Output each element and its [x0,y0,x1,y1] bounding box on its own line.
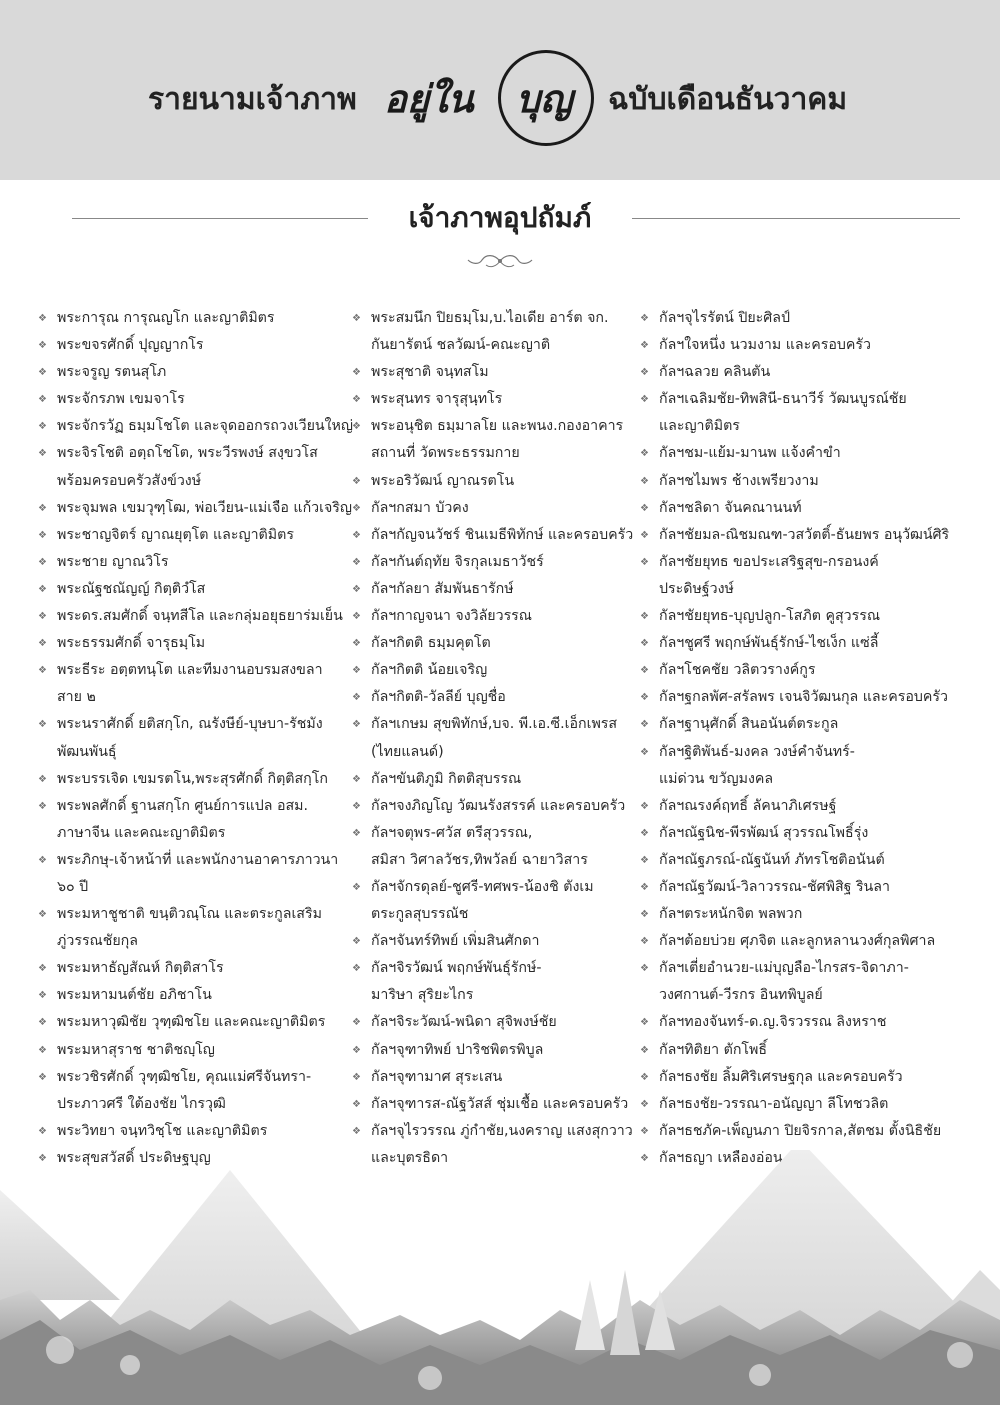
donor-entry [640,549,960,603]
donor-entry-line: ❖ พระชาย ญาณวิโร [57,553,169,570]
donor-entry-line: ❖ กัลฯธญา เหลืองอ่อน [659,1149,783,1166]
donor-entry-line: ❖ กัลฯฉลวย คลินตัน [659,364,771,381]
donor-entry [640,522,960,549]
donor-entry-line: ❖ กัลฯกิตติ น้อยเจริญ [371,662,488,679]
donor-entry-line: ❖ กัลฯจุไรรัตน์ ปิยะศิลป์ [659,310,791,326]
donor-entry [352,711,640,765]
donor-entry-line: ❖ พระจรูญ รตนสุโภ [57,364,167,381]
donor-entry [38,386,353,413]
donor-entry [640,1091,960,1118]
donor-entry-line: ❖ กัลฯณัฐนิช-พีรพัฒน์ สุวรรณโพธิ์รุ่ง [659,824,869,841]
donor-entry [352,495,640,522]
donor-entry [640,468,960,495]
donor-entry [38,549,353,576]
donor-entry-line: ❖ กัลฯจงภิญโญ วัฒนรังสรรค์ และครอบครัว [371,797,626,814]
donor-entry [352,576,640,603]
donor-entry-line: ภู่วรรณชัยกุล [57,933,138,950]
donor-entry [352,305,640,359]
donor-entry-line: ❖ กัลฯณัฐภรณ์-ณัฐนันท์ ภัทรโชติอนันต์ [659,851,885,868]
logo-text-right: บุญ [516,76,573,121]
donor-entry [352,1037,640,1064]
donor-entry-line: แม่ด่วน ขวัญมงคล [659,770,774,787]
donor-entry [38,955,353,982]
donor-entry [640,440,960,467]
donor-entry [352,1064,640,1091]
donor-entry [352,522,640,549]
donor-entry [38,359,353,386]
donor-entry [640,684,960,711]
donor-entry-line: และบุตรธิดา [371,1149,449,1166]
donor-entry [38,847,353,901]
donor-entry [640,1009,960,1036]
donor-entry-line: ตระกูลสุบรรณัช [371,906,469,923]
donor-entry-line: ❖ พระมหามนต์ชัย อภิชาโน [57,987,212,1004]
donor-entry-line: ❖ กัลฯจุฑาทิพย์ ปาริชพิตรพิบูล [371,1041,544,1058]
donor-entry-line: ❖ พระสมนึก ปิยธมฺโม,บ.ไอเดีย อาร์ต จก. [371,310,609,326]
donor-entry [352,1009,640,1036]
magazine-logo [378,44,598,154]
donor-entry-line: ❖ กัลฯใจหนึ่ง นวมงาม และครอบครัว [659,337,871,354]
donor-entry-line: ❖ กัลฯธงชัย ลิ้มศิริเศรษฐกุล และครอบครัว [659,1068,903,1085]
donor-entry-line: มาริษา สุริยะไกร [371,987,474,1004]
donor-entry [38,1064,353,1118]
donor-column-3 [640,305,960,1172]
donor-entry [640,603,960,630]
header-title-right: ฉบับเดือนธันวาคม [608,82,848,117]
donor-entry [352,603,640,630]
donor-entry-line: ❖ กัลฯณรงค์ฤทธิ์ ลัคนาภิเศรษฐ์ [659,797,837,814]
donor-entry-line: ประภาวศรี ใต้องชัย ไกรวุฒิ [57,1095,226,1112]
donor-entry-line: ❖ กัลฯธชภัค-เพ็ญนภา ปิยจิรกาล,สัตชม ตั้งนิธิชัย [659,1122,942,1139]
donor-entry-line: ❖ กัลฯกัลยา สัมพันธารักษ์ [371,580,514,597]
donor-entry [640,657,960,684]
donor-entry [640,1118,960,1145]
donor-entry [352,766,640,793]
donor-entry [640,359,960,386]
donor-entry-line: ❖ พระอริวัฒน์ ญาณรตโน [371,472,515,489]
donor-entry-line: พัฒนพันธุ์ [57,743,117,760]
donor-entry-line: วงศกานต์-วีรกร อินทพิบูลย์ [659,987,823,1004]
donor-entry [640,495,960,522]
donor-column-1 [38,305,353,1172]
logo-text-left: อยู่ใน [384,76,474,121]
donor-entry-line: ❖ พระชาญจิตร์ ญาณยุตฺโต และญาติมิตร [57,526,294,543]
donor-entry [352,874,640,928]
donor-entry [38,603,353,630]
donor-entry-line: ❖ กัลฯเกษม สุขพิทักษ์,บจ. พี.เอ.ซี.เอ็กเพรส [371,716,618,733]
donor-entry-line: ❖ กัลฯทองจันทร์-ด.ญ.จิรวรรณ ลิงหราช [659,1014,887,1031]
donor-entry [38,657,353,711]
donor-entry [38,1118,353,1145]
donor-entry-line: ❖ พระจุมพล เขมวุฑฺโฒ, พ่อเวียน-แม่เจือ แก้วเจริญ [57,499,352,516]
donor-entry [640,847,960,874]
donor-entry-line: พร้อมครอบครัวสังข์วงษ์ [57,472,202,489]
donor-entry-line: ❖ พระมหาชูชาติ ขนฺติวณฺโณ และตระกูลเสริม [57,906,322,923]
donor-entry-line: สมิสา วิศาลวัชร,ทิพวัลย์ ฉายาวิสาร [371,851,588,868]
donor-entry-line: ❖ กัลฯเตี่ยอำนวย-แม่บุญลือ-ไกรสร-จิดาภา- [659,960,909,977]
donor-entry [640,820,960,847]
donor-entry [640,386,960,440]
donor-entry [38,793,353,847]
donor-entry-line: สถานที่ วัดพระธรรมกาย [371,445,520,462]
donor-entry [640,793,960,820]
donor-entry-line: ❖ พระจิรโชติ อตฺถโชโต, พระวีรพงษ์ สงฺขวโส [57,445,318,462]
donor-entry [352,386,640,413]
donor-entry-line: ภาษาจีน และคณะญาติมิตร [57,824,226,841]
donor-entry [38,766,353,793]
donor-entry-line: ❖ กัลฯกิตติ ธมฺมคุตโต [371,635,491,652]
donor-entry [38,413,353,440]
donor-entry [352,657,640,684]
donor-entry-line: ❖ กัลฯฐิติพันธ์-มงคล วงษ์คำจันทร์- [659,743,855,760]
donor-entry-line: ❖ พระสุชาติ จนฺทสโม [371,364,489,381]
donor-entry-line: ❖ กัลฯกาญจนา จงวิลัยวรรณ [371,608,532,625]
donor-entry-line: ❖ กัลฯทิติยา ตักโพธิ์ [659,1041,768,1058]
donor-entry-line: ❖ กัลฯจุฑามาศ สุระเสน [371,1068,503,1085]
donor-entry [640,901,960,928]
section-title: เจ้าภาพอุปถัมภ์ [408,201,592,234]
donor-entry [38,440,353,494]
donor-entry-line: ❖ พระวชิรศักดิ์ วุฑฺฒิชโย, คุณแม่ศรีจันทรา- [57,1068,312,1085]
donor-entry [38,630,353,657]
donor-entry-line: และญาติมิตร [659,418,740,435]
donor-entry-line: ❖ กัลฯชัยยุทธ-บุญปลูก-โสภิต คูสุวรรณ [659,608,881,625]
donor-entry [640,739,960,793]
donor-entry-line: ❖ กัลฯจันทร์ทิพย์ เพิ่มสินศักดา [371,933,540,950]
donor-entry [352,468,640,495]
donor-entry-line: กันยารัตน์ ชลวัฒน์-คณะญาติ [371,337,551,354]
donor-entry [38,576,353,603]
donor-entry-line: ❖ กัลฯธงชัย-วรรณา-อนัญญา ลีโทชวลิต [659,1095,889,1112]
header-title-left: รายนามเจ้าภาพ [148,82,357,117]
donor-entry-line: ❖ พระมหาวุฒิชัย วุฑฺฒิชโย และคณะญาติมิตร [57,1014,326,1031]
donor-entry [38,495,353,522]
donor-entry [38,305,353,332]
donor-entry-line: (ไทยแลนด์) [371,743,444,760]
donor-entry-line: ❖ พระพลศักดิ์ ฐานสกฺโก ศูนย์การแปล อสม. [57,797,309,814]
donor-entry-line: สาย ๒ [57,689,96,706]
donor-entry [352,413,640,467]
donor-entry [640,1037,960,1064]
donor-entry-line: ❖ กัลฯชม-แย้ม-มานพ แจ้งคำขำ [659,445,841,462]
donor-entry-line: ❖ กัลฯจิรวัฒน์ พฤกษ์พันธุ์รักษ์- [371,960,542,977]
donor-entry-line: ❖ พระมหาสุราช ชาติชญฺโญ [57,1041,215,1058]
donor-entry [38,332,353,359]
donor-entry-line: ❖ กัลฯจักรดุลย์-ชูศรี-ทศพร-น้องชิ ตังเม [371,878,594,895]
donor-entry-line: ❖ กัลฯกสมา บัวคง [371,499,469,516]
donor-entry [352,630,640,657]
donor-entry-line: ❖ กัลฯกัญจนวัชร์ ชินเมธีพิทักษ์ และครอบครัว [371,526,634,543]
donor-entry-line: ❖ พระวิทยา จนฺทวิชฺโช และญาติมิตร [57,1122,268,1139]
donor-entry [38,711,353,765]
donor-entry-line: ❖ กัลฯชูศรี พฤกษ์พันธุ์รักษ์-ไชเง็ก แซ่ลี้ [659,635,879,652]
donor-entry [352,928,640,955]
donor-entry-line: ❖ พระอนุชิต ธมฺมาลโย และพนง.กองอาคาร [371,418,624,435]
donor-entry [352,1091,640,1118]
donor-entry-line: ❖ กัลฯชัยยุทธ ขอประเสริฐสุข-กรอนงค์ [659,553,879,570]
donor-entry-line: ❖ พระบรรเจิด เขมรตโน,พระสุรศักดิ์ กิตฺติสกฺโก [57,770,328,787]
donor-entry-line: ❖ กัลฯจุไรวรรณ ภู่กำชัย,นงคราญ แสงสุกวาว [371,1122,633,1139]
donor-entry-line: ❖ กัลฯณัฐวัฒน์-วิลาวรรณ-ชัศพิสิฐ รินลา [659,878,890,895]
crystal-decoration [0,1150,1000,1405]
donor-entry [640,874,960,901]
donor-entry-line: ❖ กัลฯกิตติ-วัลลีย์ บุญชื่อ [371,689,506,706]
donor-entry-line: ❖ พระนราศักดิ์ ยติสกฺโก, ณรังษีย์-บุษบา-รัชมัง [57,716,323,733]
donor-entry-line: ❖ กัลฯโชคชัย วลิตวรางค์กูร [659,662,816,679]
donor-entry-line: ❖ พระดร.สมศักดิ์ จนฺทสีโล และกลุ่มอยุธยาร่มเย็น [57,608,343,625]
donor-entry [640,630,960,657]
donor-entry-line: ❖ กัลฯชลิดา จันคณานนท์ [659,499,802,516]
donor-entry-line: ❖ พระการุณ การุณญโก และญาติมิตร [57,310,275,326]
donor-entry-line: ❖ กัลฯจิระวัฒน์-พนิดา สุจิพงษ์ชัย [371,1014,557,1031]
donor-entry [38,522,353,549]
donor-entry-line: ❖ พระณัฐชณัญญ์ กิตฺติวํโส [57,580,206,597]
donor-entry [352,684,640,711]
donor-entry-line: ❖ กัลฯชัยมล-ณิชมณฑ-วสวัตติ์-ธันยพร อนุวัฒน์ศิริ [659,526,950,543]
donor-entry-line: ❖ กัลฯฐานุศักดิ์ สินอนันต์ตระกูล [659,716,839,733]
flourish-ornament-icon [464,250,536,272]
donor-entry-line: ๖๐ ปี [57,878,89,895]
donor-entry [38,1009,353,1036]
donor-entry-line: ❖ กัลฯจตุพร-ศวัส ตรีสุวรรณ, [371,824,533,841]
donor-entry [640,305,960,332]
donor-entry-line: ❖ พระขจรศักดิ์ ปุญญากโร [57,337,204,354]
donor-entry [640,711,960,738]
donor-entry-line: ❖ กัลฯเฉลิมชัย-ทิพสินี-ธนาวีร์ วัฒนบูรณ์ชัย [659,391,907,408]
donor-entry-line: ❖ กัลฯกันต์ฤทัย จิรกุลเมธาวัชร์ [371,553,544,570]
donor-entry-line: ❖ กัลฯขันติภูมิ กิตติสุบรรณ [371,770,522,787]
donor-entry-line: ❖ พระธรรมศักดิ์ จารุธมฺโม [57,635,206,652]
donor-entry [640,332,960,359]
donor-column-2 [352,305,640,1172]
donor-entry-line: ❖ พระธีระ อตฺตทนฺโต และทีมงานอบรมสงขลา [57,662,323,679]
donor-entry-line: ❖ พระสุนทร จารุสุนฺทโร [371,391,503,408]
donor-entry-line: ❖ กัลฯชไมพร ช้างเพรียวงาม [659,472,819,489]
donor-entry [352,793,640,820]
donor-entry-line: ประดิษฐ์วงษ์ [659,580,734,597]
title-rule-right [632,218,960,219]
donor-entry [640,1064,960,1091]
donor-entry [352,820,640,874]
donor-entry [352,549,640,576]
donor-entry-line: ❖ กัลฯต้อยบ่วย ศุภจิต และลูกหลานวงศ์กุลพิศาล [659,933,936,950]
donor-entry [640,928,960,955]
donor-entry-line: ❖ พระจักรภพ เขมจาโร [57,391,185,408]
donor-entry [640,955,960,1009]
donor-entry [352,955,640,1009]
donor-entry-line: ❖ พระมหาธัญสัณห์ กิตฺติสาโร [57,960,224,977]
donor-entry-line: ❖ พระสุขสวัสดิ์ ประดิษฐบุญ [57,1149,211,1166]
donor-entry [38,901,353,955]
donor-entry [352,359,640,386]
donor-entry-line: ❖ พระภิกษุ-เจ้าหน้าที่ และพนักงานอาคารภาวนา [57,851,339,868]
donor-entry-line: ❖ กัลฯตระหนักจิต พลพวก [659,906,803,923]
donor-entry [38,982,353,1009]
donor-entry-line: ❖ พระจักรวัฏ ธมฺมโชโต และจุดออกรถวงเวียนใหญ่ [57,418,353,435]
donor-entry-line: ❖ กัลฯฐกลพัศ-สรัลพร เจนจิวัฒนกุล และครอบครัว [659,689,948,706]
donor-entry-line: ❖ กัลฯจุฑารส-ณัฐวัสส์ ชุ่มเชื้อ และครอบครัว [371,1095,629,1112]
donor-entry [38,1037,353,1064]
